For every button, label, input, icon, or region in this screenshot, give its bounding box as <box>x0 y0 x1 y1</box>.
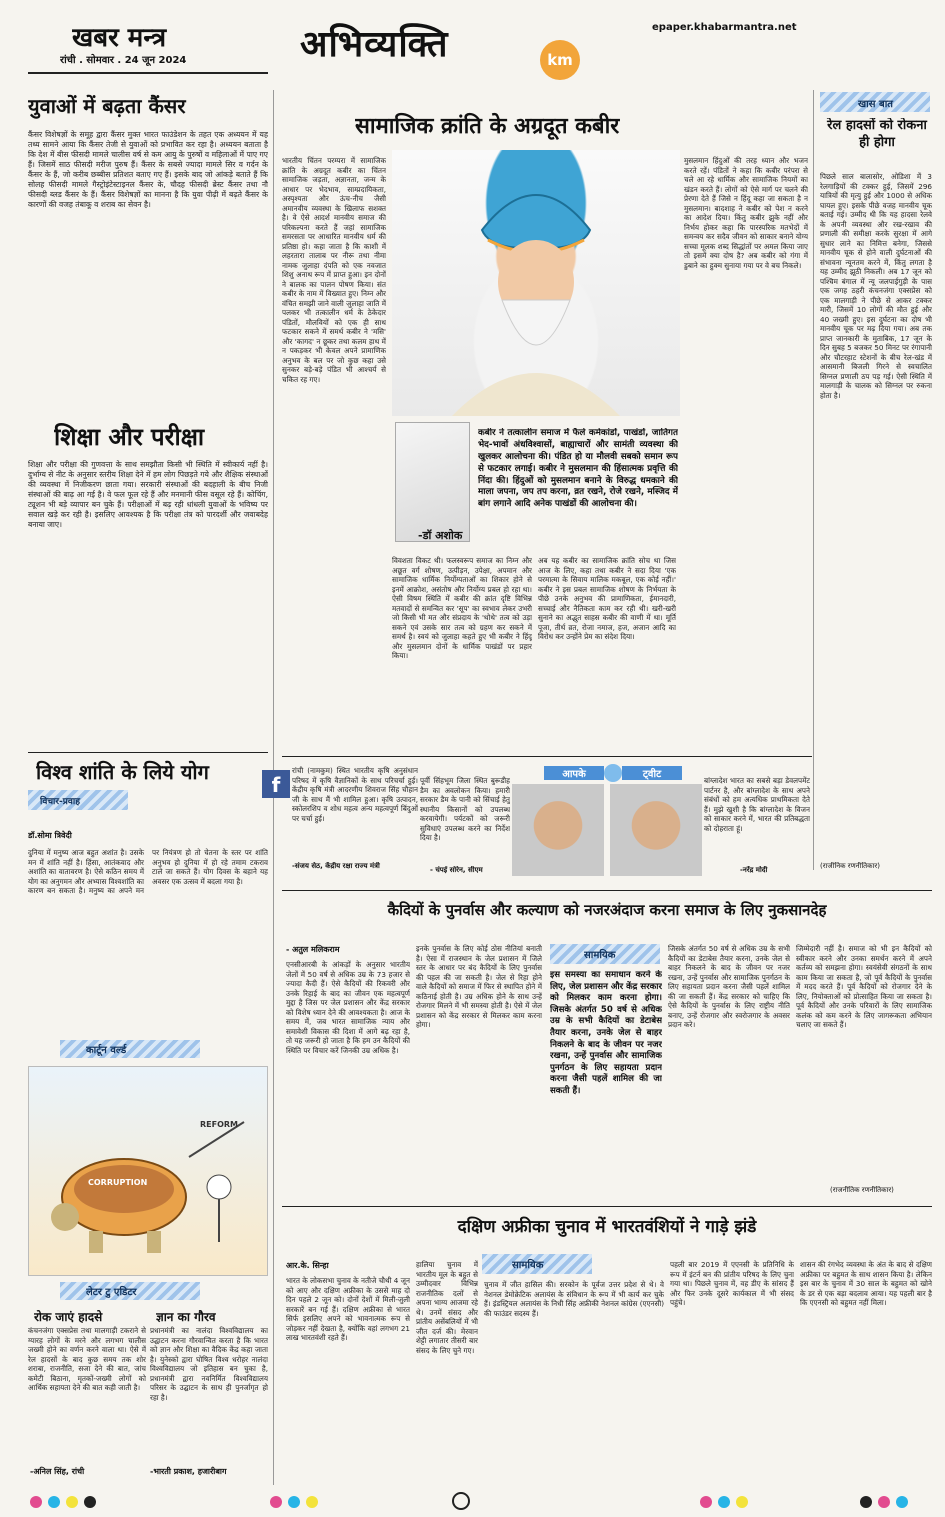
tweets-rule <box>282 756 812 757</box>
registration-dot <box>860 1496 872 1508</box>
vichar-label: विचार-प्रवाह <box>40 797 81 807</box>
registration-dot <box>288 1496 300 1508</box>
article-cancer-body <box>28 130 268 410</box>
kabir-col2 <box>392 556 532 752</box>
letter2-body <box>150 1326 268 1462</box>
kabir-col1 <box>282 156 386 752</box>
registration-dot <box>84 1496 96 1508</box>
prisoners-pull-quote-text: इस समस्या का समाधान करने के लिए, जेल प्रशासन और केंद्र सरकार को मिलकर काम करना होगा। जिसके अंतर्गत 50 वर्ष से अधिक उम्र के सभी कैदियों का डेटाबेस तैयार करना, उनके जेल से बाहर निकलने के बाद के जीवन पर नजर रखना, उन्हें पुनर्वास और सामाजिक पुनर्गठन के लिए सहायता प्रदान करना जैसी पहलें शामिल की जा सकती हैं। <box>550 970 662 1096</box>
prisoners-col1-text: एनसीआरबी के आंकड़ों के अनुसार भारतीय जेलों में 50 वर्ष से अधिक उम्र के 73 हजार से ज्यादा कैदी हैं। ऐसे कैदियों की रिकवरी और उनके रिहाई के बाद का जीवन एक महत्वपूर्ण मुद्दा है जिस पर जेल प्रशासन और केंद्र सरकार को विशेष ध्यान देने की आवश्यकता है। आज के समय में, जब भारत सामाजिक न्याय और समावेशी विकास की दिशा में आगे बढ़ रहा है, तो यह जरूरी हो जाता है कि हम उन कैदियों की स्थिति पर विचार करें जिनकी उम्र अधिक है। <box>286 960 410 1055</box>
kabir-illustration <box>392 150 680 416</box>
kabir-col3-text: मुसलमान हिंदुओं की तरह ध्यान और भजन करते रहें। पंडितों ने कहा कि कबीर परंपरा से चले आ रहे धार्मिक और सामाजिक नियमों का खंडन करते हैं। लोगों को ऐसे मार्ग पर चलने की प्रेरणा देते हैं जिसे न हिंदू कहा जा सकता है न मुसलमान। बादशाह ने कबीर को पेश न करने का आदेश दिया। किंतु कबीर झुके नहीं और निर्भय होकर कहा कि पारस्परिक मतभेदों में समन्वय कर सदैव जीवन को साकार बनाने योग्य सच्चा मूलक शब्द सिद्धांतों पर अमल किया जाए तो इसमें क्या दोष है? अब कबीर को गंगा में डुबाने का हुक्म सुनाया गया पर वे बच निकले। <box>684 156 808 270</box>
vertical-rule-right <box>813 90 814 870</box>
registration-dot <box>270 1496 282 1508</box>
kabir-headline: सामाजिक क्रांति के अग्रदूत कबीर <box>355 113 620 139</box>
tweet-quote2-text: पूर्वी सिंहभूम जिला स्थित बुरूडीह डैम का अवलोकन किया। हमारी सरकार डैम के पानी को सिंचाई हेतु स्थानीय किसानों को उपलब्ध करवायेगी। पर्यटकों को जरूरी सुविधाएं उपलब्ध करने का निर्देश दिया है। <box>420 776 510 842</box>
khas-baat-label: खास बात <box>858 99 894 110</box>
tweet-quote3-text: बांग्लादेश भारत का सबसे बड़ा डेवलपमेंट पार्टनर है, और बांग्लादेश के साथ अपने संबंधों को हम अत्यधिक प्राथमिकता देते हैं। मुझे खुशी है कि बांग्लादेश के विजन को साकार करने में, भारत की प्रतिबद्धता को दोहराता हूं। <box>704 776 810 833</box>
prisoners-col4-text: जिम्मेदारी नहीं है। समाज को भी इन कैदियों को स्वीकार करने और उनका समर्थन करने में अपने कर्तव्य को समझना होगा। स्वयंसेवी संगठनों के साथ काम किया जा सकता है, जो पूर्व कैदियों के पुनर्वास में मदद करते हैं। पूर्व कैदियों को रोजगार देने के लिए, नियोक्ताओं को प्रोत्साहित किया जा सकता है। पूर्व कैदियों और उनके परिवारों के लिए सामाजिक कलंक को कम करने के लिए जागरूकता अभियान चलाए जा सकते हैं। <box>796 944 932 1029</box>
prisoners-col4-author: (राजनीतिक रणनीतिकार) <box>830 1186 894 1194</box>
registration-dot <box>306 1496 318 1508</box>
letter1-body <box>28 1326 146 1462</box>
registration-dot <box>896 1496 908 1508</box>
africa-col5-text: शासन की रंगभेद व्यवस्था के अंत के बाद से दक्षिण अफ्रीका पर बहुमत के साथ शासन किया है। लेकिन इस बार के चुनाव में 30 साल के बहुमत को खोने के डर से एक बड़ा बदलाव आया। यह पहली बार है कि एएनसी को बहुमत नहीं मिला। <box>800 1260 932 1307</box>
tweet-quote2 <box>420 776 510 864</box>
prisoners-col2-text: इनके पुनर्वास के लिए कोई ठोस नीतियां बनाती है। ऐसा में राजस्थान के जेल प्रशासन में जिले स्तर के आधार पर बंद कैदियों के लिए पुनर्वास की पहल की जा सकती है। जेल से रिहा होने वाले कैदियों को समाज में फिर से स्थापित होने में कठिनाई होती है। उम्र अधिक होने के साथ उन्हें रोजगार मिलने में भी समस्या होती है। ऐसे में जेल प्रशासन को केंद्र सरकार से मिलकर काम करना होगा। <box>416 944 542 1029</box>
tweet-quote3-author: -नरेंद्र मोदी <box>740 866 768 874</box>
letter1-text: कंचनजंगा एक्सप्रेस तथा मालगाड़ी टकराने से ग्यारह लोगों के मरने और लगभग चालीस जख्मी होने का वर्णन करने वाला था। ऐसे में रेल हादसों के बाद कुछ समय तक शोर शराबा, राजनीति, सजा देने की बात, जांच कमेटी बिठाना, मृतकों-जख्मी लोगों को आर्थिक सहायता देने की बात कही जाती है। <box>28 1326 146 1392</box>
kabir-portrait-drawing <box>392 150 680 416</box>
prisoners-col1 <box>286 960 410 1200</box>
kabir-col2b-text: अब यह कबीर का सामाजिक क्रांति सोच था जिस आज के लिए, कहा तथा कबीर ने सदा दिया 'एक परमात्मा के सिवाय मालिक मकबूल, एक कोई नहीं।' कबीर ने इस प्रबल सामाजिक शोषण के निर्भयता के पीछे उनके अनुभव की प्रामाणिकता, ईमानदारी, सच्चाई और नैतिकता काम कर रही थी। खरी-खरी सुनाने का अद्भुत साहस कबीर की वाणी में था। मूर्ति पूजा, तीर्थ व्रत, रोजा नमाज, हज, अजान आदि का विरोध कर उन्होंने प्रेम का संदेश दिया। <box>538 556 676 641</box>
rail-article-text: पिछले साल बालासोर, ओडिशा में 3 रेलगाड़ियों की टक्कर हुई, जिसमें 296 यात्रियों की मृत्यु हुई और 1000 से अधिक घायल हुए। इसके पीछे वजह मानवीय चूक बताई गई। उम्मीद थी कि यह हादसा रेलवे के अपनी व्यवस्था और रख-रखाव की प्रणाली की समीक्षा करके सुरक्षा में आगे सुधार लाने का निमित्त बनेगा, जिससे मानवीय चूक से होने वाली दुर्घटनाओं की संभावना न्यूनतम करने में, किंतु लगता है यह उम्मीद झूठी निकली। अब 17 जून को पश्चिम बंगाल में न्यू जलपाईगुड़ी के पास एक जगह ठहरी कंचनजंगा एक्सप्रेस को एक मालगाड़ी ने पीछे से आकर टक्कर मारी, जिसमें 10 लोगों की मौत हुई और 40 जख्मी हुए। इस दुर्घटना का दोष भी मानवीय चूक पर मढ़ दिया गया। अब तक प्राप्त जानकारी के मुताबिक, 17 जून के दिन सुबह 5 बजकर 50 मिनट पर रंगापानी और चौटरहाट स्टेशनों के बीच रेल-खंड में आसमानी बिजली गिरने से स्वचालित सिग्नल प्रणाली ठप पड़ गई। ऐसी स्थिति में मालगाड़ी के चालक को सिग्नल पर रुकना होता है। <box>820 172 932 400</box>
tweet-quote1 <box>292 766 418 862</box>
kabir-pull-quote-text: कबीर ने तत्कालीन समाज में फैले कर्मकांडों, पाखंडों, जातिगत भेद-भावों अंधविश्वासों, बाह्याचारों और सामंती व्यवस्था की खुलकर आलोचना की। पंडित हो या मौलवी सबको समान रूप से फटकार लगाई। कबीर ने मुसलमान की हिंसात्मक प्रवृत्ति की निंदा की। हिंदुओं को मुसलमान बनाने के विरुद्ध धमकाने की माला जपना, जप तप करना, व्रत रखने, रोजे रखने, मस्जिद में बांग लगाने आदि अनेक पाखंडों की आलोचना की। <box>478 428 678 510</box>
letter2-title: ज्ञान का गौरव <box>156 1310 216 1324</box>
masthead-logo: खबर मन्त्र <box>72 23 167 53</box>
letter1-title: रोक जाएं हादसे <box>34 1310 103 1324</box>
masthead-date: रांची . सोमवार . 24 जून 2024 <box>60 55 187 66</box>
prisoners-col4 <box>796 944 932 1184</box>
article-title-yoga: विश्व शांति के लिये योग <box>36 760 209 784</box>
registration-dot <box>30 1496 42 1508</box>
rail-article-body <box>820 172 932 860</box>
africa-col3-text: चुनाव में जीत हासिल की। सरकोन के पूर्वज उत्तर प्रदेश से थे। वे नेशनल डेमोक्रेटिक अलायंस के संविधान के रूप में भी कार्य कर चुके हैं। इंडस्ट्रियल अलायंस के निधी सिंह अफ्रीकी नेशनल कांग्रेस (एएनसी) की फाउंडर सदस्य हैं। <box>484 1280 664 1318</box>
prisoners-samayik-label: सामयिक <box>584 950 616 961</box>
cartoon-image <box>28 1066 268 1276</box>
africa-col5 <box>800 1260 932 1488</box>
prisoners-headline: कैदियों के पुनर्वास और कल्याण को नजरअंदाज करना समाज के लिए नुकसानदेह <box>387 901 827 919</box>
cartoon-word-reform: REFORM <box>200 1120 239 1129</box>
africa-col1-text: भारत के लोकसभा चुनाव के नतीजे चौथी 4 जून को आए और दक्षिण अफ्रीका के उससे माह दो दिन पहले 2 जून को। दोनों देशों में मिली-जुली सरकारें बन गई हैं। दक्षिण अफ्रीका से भारत सिर्फ इसलिए अपने को भावनात्मक रूप से जोड़कर नहीं देखता है, क्योंकि वहां लगभग 21 लाख भारतवंशी रहते हैं। <box>286 1276 410 1342</box>
letter2-text: प्रधानमंत्री का नालंदा विश्वविद्यालय का उद्घाटन करना गौरवान्वित करता है कि भारत को ज्ञान और शिक्षा का वैदिक केंद्र कहा जाता है। युनेस्को द्वारा घोषित विश्व धरोहर नालंदा विश्वविद्यालय जो इतिहास बन चुका है, प्रधानमंत्री द्वारा नवनिर्मित विश्वविद्यालय परिसर के उद्घाटन के साथ ही पुनर्जागृत हो रहा है। <box>150 1326 268 1402</box>
africa-col4-text: पहली बार 2019 में एएनसी के प्रतिनिधि के रूप में इंटर्न बन की प्रांतीय परिषद के लिए चुना गया था। पिछले चुनाव में, वह डीए के सांसद हैं और फिर उनके दूसरे कार्यकाल में भी संसद पहुंचे। <box>670 1260 794 1307</box>
kabir-pull-quote <box>478 428 678 550</box>
column-rule <box>28 752 268 753</box>
africa-col2-text: हालिया चुनाव में भारतीय मूल के बहुत से उम्मीदवार विभिन्न राजनीतिक दलों से अपना भाग्य आजमा रहे थे। उनमें संसद और प्रांतीय असेंबलियों में भी जीत दर्ज की। मेरवान शेट्टी लगातार तीसरी बार संसद के लिए चुने गए। <box>416 1260 478 1355</box>
africa-headline: दक्षिण अफ्रीका चुनाव में भारतवंशियों ने गाड़े झंडे <box>457 1217 757 1237</box>
letter-label: लेटर टु एडिटर <box>86 1287 137 1298</box>
registration-dot <box>700 1496 712 1508</box>
kabir-col3 <box>684 156 808 752</box>
kabir-col1-text: भारतीय चिंतन परम्परा में सामाजिक क्रांति के अग्रदूत कबीर का चिंतन सामाजिक जड़ता, अज्ञानता, जन्म के आधार पर भेदभाव, साम्प्रदायिकता, अस्पृश्यता और ऊंच-नीच जैसी अमानवीय व्यवस्था के खिलाफ सशक्त है। वे ऐसे आदर्श मानवीय समाज की परिकल्पना करते हैं जहां सामाजिक समरसता पर आधारित मानवीय धर्म की प्रतिष्ठा हो। कहा जाता है कि काशी में लहरतारा तालाब पर नीरू तथा नीमा नामक जुलाहा दंपति को एक नवजात शिशु अनाथ रूप में प्राप्त हुआ। इन दोनों ने बालक का पालन पोषण किया। संत कबीर के नाम में विख्यात हुए। निम्न और वंचित समझी जाने वाली जुलाहा जाति में पलकर भी तत्कालीन धर्म के ठेकेदार पंडितों, मौलवियों को एक ही साथ फटकार सकने में समर्थ कबीर ने 'मसि' और 'कागद' न छूकर तथा कलम हाथ में न पकड़कर भी केवल अपने प्रामाणिक अनुभव के बल पर जो कुछ कहा उसे सुनकर बड़े-बड़े पंडित भी आश्चर्य से चकित रह गए। <box>282 156 386 384</box>
article-education-text: शिक्षा और परीक्षा की गुणवत्ता के साथ समझौता किसी भी स्थिति में स्वीकार्य नहीं है। दुर्भाग्य से नीट के अनुसार स्तरीय शिक्षा देने में हम लोग पिछड़ते गये और शैक्षिक संस्थाओं की व्यवस्था में निजीकरण छाता गया। सरकारी संस्थाओं की बदहाली के बीच निजी संस्थाओं की बाढ़ आ गई है। वे फल फूल रहे हैं और मनमानी फीस वसूल रहे हैं। कोचिंग, ट्यूशन भी बड़े व्यापार बन चुके हैं। परीक्षाओं में बढ़ रही धांधली युवाओं के भविष्य पर सवाल खड़े कर रही है। इसलिए आवश्यक है कि परीक्षा तंत्र को पारदर्शी और जवाबदेह बनाया जाए। <box>28 460 268 530</box>
kabir-col2b <box>538 556 676 752</box>
africa-rule <box>282 1206 932 1207</box>
letter2-author: -भारती प्रकाश, हजारीबाग <box>150 1467 227 1476</box>
tweet-quote1-text: रांची (नामकुम) स्थित भारतीय कृषि अनुसंधान परिषद में कृषि वैज्ञानिकों के साथ परिचर्चा हुई। केंद्रीय कृषि मंत्री आदरणीय शिवराज सिंह चौहान जी के साथ मैं भी शामिल हुआ। कृषि उत्पादन, स्कोलरशिप व शोध महत्व अन्य महत्वपूर्ण बिंदुओं पर चर्चा हुई। <box>292 766 418 823</box>
registration-dot <box>718 1496 730 1508</box>
africa-col4 <box>670 1260 794 1488</box>
tweet-heading-right: ट्वीट <box>622 766 682 780</box>
prisoners-author: - अतुल मलिकराम <box>286 945 340 954</box>
prisoners-col2 <box>416 944 542 1200</box>
cartoon-word-corruption: CORRUPTION <box>88 1178 148 1187</box>
africa-col3 <box>484 1280 664 1488</box>
brand-logo-mark: km <box>540 40 580 80</box>
photo-champai-soren <box>512 784 604 876</box>
rail-headline: रेल हादसों को रोकना ही होगा <box>827 118 927 150</box>
header-rule <box>28 72 268 74</box>
registration-dot <box>736 1496 748 1508</box>
section-title: अभिव्यक्ति <box>300 23 449 65</box>
registration-dot <box>878 1496 890 1508</box>
kabir-byline: -डॉ अशोक <box>418 529 463 542</box>
registration-dot <box>48 1496 60 1508</box>
tweet-quote1-author: -संजय सेठ, केंद्रीय रक्षा राज्य मंत्री <box>292 862 380 870</box>
tweet-quote3 <box>704 776 810 868</box>
article-yoga-body <box>28 848 268 1038</box>
twitter-icon <box>604 764 622 782</box>
cartoon-drawing <box>29 1067 268 1276</box>
africa-col2 <box>416 1260 478 1488</box>
article-education-body <box>28 460 268 748</box>
article-yoga-text: दुनिया में मनुष्य आज बहुत अशांत है। उसके मन में शांति नहीं है। हिंसा, आतंकवाद और अशांति का वातावरण है। ऐसे कठिन समय में योग का अनुगमन और अभ्यास विश्वशांति का कारण बन सकता है। मनुष्य का अपने मन पर नियंत्रण हो तो चेतना के स्तर पर शांति अनुभव हो दुनिया में हो रहे तमाम टकराव टाले जा सकते हैं। योग दिवस के बहाने यह अवसर एक उत्सव में बदला गया है। <box>28 848 268 895</box>
kabir-writing-image <box>395 422 470 542</box>
facebook-icon: f <box>262 770 290 798</box>
website-link[interactable]: epaper.khabarmantra.net <box>652 22 797 33</box>
tweet-heading-left: आपके <box>544 766 604 780</box>
kabir-col2-text: विवशता विकट थी। फलस्वरूप समाज का निम्न और अछूत वर्ग शोषण, उत्पीड़न, उपेक्षा, अपमान और सामाजिक धार्मिक निर्योग्यताओं का शिकार होने से इनमें आक्रोश, असंतोष और निर्योग्य प्रबल हो रहा था। ऐसी विषम स्थिति में कबीर की क्रांत दृष्टि विभिन्न मतवादों से समन्वित कर 'सूप' का स्वभाव लेकर उभरी जो किसी भी मत और संप्रदाय के 'थोथे' तत्व को उड़ा सकने एवं उसके सार तत्व को ग्रहण कर सकने में समर्थ है। स्वयं को जुलाहा कहते हुए भी कबीर ने हिंदू और मुसलमान दोनों के धार्मिक पाखंडों पर प्रहार किया। <box>392 556 532 660</box>
article-title-education: शिक्षा और परीक्षा <box>54 422 205 450</box>
article-title-cancer: युवाओं में बढ़ता कैंसर <box>28 94 186 118</box>
africa-author: आर.के. सिन्हा <box>286 1261 329 1270</box>
africa-samayik-label: सामयिक <box>512 1260 544 1271</box>
photo-narendra-modi <box>610 784 702 876</box>
cartoon-label: कार्टून वर्ल्ड <box>86 1045 127 1056</box>
letter1-author: -अनिल सिंह, रांची <box>30 1467 85 1476</box>
prisoners-pull-quote <box>550 970 662 1200</box>
rail-author: (राजीनिक रणनीतिकार) <box>820 862 880 870</box>
prisoners-rule <box>282 890 932 891</box>
prisoners-col3-text: जिसके अंतर्गत 50 वर्ष से अधिक उम्र के सभी कैदियों का डेटाबेस तैयार करना, उनके जेल से बाहर निकलने के बाद के जीवन पर नजर रखना, उन्हें पुनर्वास और सामाजिक पुनर्गठन के लिए सहायता प्रदान करना जैसी पहलें शामिल की जा सकती हैं। केंद्र सरकार को चाहिए कि ऐसे कैदियों के पुनर्वास के लिए राष्ट्रीय नीति बनाए, उन्हें रोजगार और स्वरोजगार के अवसर प्रदान करे। <box>668 944 790 1029</box>
prisoners-col3 <box>668 944 790 1200</box>
tweet-quote2-author: - चंपई सोरेन, सीएम <box>430 866 483 874</box>
registration-dot <box>66 1496 78 1508</box>
author-yoga: डॉ.सोमा त्रिवेदी <box>28 831 72 840</box>
africa-col1 <box>286 1276 410 1488</box>
crosshair-mark <box>452 1492 470 1510</box>
article-cancer-text: कैंसर विशेषज्ञों के समूह द्वारा कैंसर मुक्त भारत फाउंडेशन के तहत एक अध्ययन में यह तथ्य सामने आया कि कैंसर तेजी से युवाओं को प्रभावित कर रहा है। अध्ययन बताता है कि देश में बीस फीसदी मामले चालीस वर्ष से कम आयु के पुरुषों व महिलाओं में पाए गए हैं। जिसमें साठ फीसदी मरीज पुरुष हैं। कैंसर के सबसे ज्यादा मामले सिर व गर्दन के कैंसर के हैं, जो करीब छब्बीस प्रतिशत बताए गए हैं। इसके बाद जो आंकड़े बताते हैं कि सोलह फीसदी मामले गैस्ट्रोइंटेस्टाइनल कैंसर के, चौदह फीसदी ब्रेस्ट कैंसर तथा नौ फीसदी ब्लड कैंसर के हैं। कैंसर विशेषज्ञों का मानना है कि युवा पीढ़ी में बढ़ते कैंसर के कारणों की वजह तंबाकू व शराब का सेवन है। <box>28 130 268 210</box>
